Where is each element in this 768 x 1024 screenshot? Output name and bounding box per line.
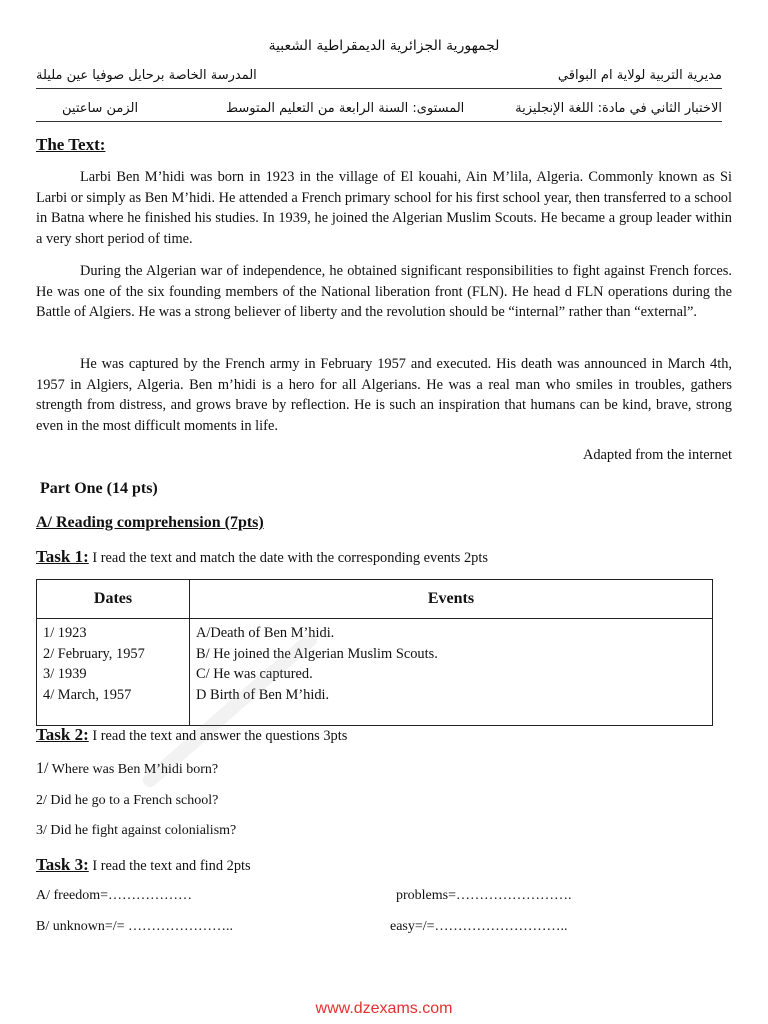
date-item: 3/ 1939 bbox=[43, 666, 87, 682]
fill-easy: easy=/=……………………….. bbox=[390, 919, 568, 934]
text-heading: The Text: bbox=[36, 135, 106, 154]
task3-instruction: I read the text and find 2pts bbox=[88, 858, 251, 874]
task2-label: Task 2: bbox=[36, 725, 89, 744]
task2 bbox=[36, 725, 347, 745]
exam-level: المستوى: السنة الرابعة من التعليم المتوسط bbox=[226, 101, 465, 116]
paragraph-1: Larbi Ben M’hidi was born in 1923 in the village of El kouahi, Ain M’lila, Algeria. Commonly known as Si Larbi or simply as Ben M’hidi. He attended a French primary school for his first school year, then transferred to a school in Batna where he finished his studies. In 1939, he joined the Algerian Muslim Scouts. He became a group leader within a very short period of time. bbox=[36, 169, 732, 247]
task3-label: Task 3: bbox=[36, 855, 89, 874]
footer-link[interactable]: www.dzexams.com bbox=[315, 1000, 453, 1017]
date-item: 1/ 1923 bbox=[43, 625, 87, 641]
school-name: المدرسة الخاصة برحايل صوفيا عين مليلة bbox=[36, 68, 257, 83]
reading-comprehension-title: A/ Reading comprehension (7pts) bbox=[36, 514, 264, 531]
source-note: Adapted from the internet bbox=[582, 447, 732, 463]
task1-label: Task 1: bbox=[36, 547, 89, 566]
event-item: A/Death of Ben M’hidi. bbox=[196, 625, 335, 641]
task1-instruction: I read the text and match the date with the corresponding events 2pts bbox=[88, 550, 488, 566]
paragraph-3: He was captured by the French army in February 1957 and executed. His death was announced in March 4th, 1957 in Algiers, Algeria. Ben m’hidi is a hero for all Algerians. He was a real man who smiles in troubles, gathers strength from distress, and grows brave by reflection. He is such an inspiration that humans can be kind, brave, strong even in the most difficult moments in life. bbox=[36, 356, 732, 434]
question-3: 3/ Did he fight against colonialism? bbox=[36, 823, 237, 838]
event-item: C/ He was captured. bbox=[196, 666, 313, 682]
date-item: 2/ February, 1957 bbox=[43, 645, 145, 662]
task3 bbox=[36, 855, 251, 875]
exam-subject: الاختبار الثاني في مادة: اللغة الإنجليزية bbox=[515, 101, 722, 116]
col-events: Events bbox=[190, 580, 713, 619]
paragraph-2: During the Algerian war of independence, he obtained significant responsibilities to fight against French forces. He was one of the six founding members of the National liberation front (FLN). He head d FLN operations during the Battle of Algiers. He was a strong believer of liberty and the revolution should be “internal” rather than “external”. bbox=[36, 263, 732, 320]
question-2: 2/ Did he go to a French school? bbox=[36, 793, 219, 808]
col-dates: Dates bbox=[37, 580, 190, 619]
task1 bbox=[36, 547, 488, 567]
exam-time: الزمن ساعتين bbox=[62, 101, 139, 116]
header-divider-1 bbox=[36, 88, 722, 89]
header-divider-2 bbox=[36, 121, 722, 122]
event-item: B/ He joined the Algerian Muslim Scouts. bbox=[196, 645, 438, 662]
question-1: 1/ Where was Ben M’hidi born? bbox=[36, 760, 219, 777]
part-one-title: Part One (14 pts) bbox=[40, 480, 158, 497]
date-item: 4/ March, 1957 bbox=[43, 686, 132, 703]
task2-instruction: I read the text and answer the questions 3pts bbox=[88, 728, 348, 744]
event-item: D Birth of Ben M’hidi. bbox=[196, 686, 330, 703]
fill-problems: problems=……………………. bbox=[396, 888, 572, 903]
directorate: مديرية التربية لولاية ام البواقي bbox=[557, 68, 722, 83]
republic-title: لجمهورية الجزائرية الديمقراطية الشعبية bbox=[268, 38, 500, 54]
fill-freedom: A/ freedom=……………… bbox=[36, 888, 193, 903]
fill-unknown: B/ unknown=/= ………………….. bbox=[36, 919, 234, 934]
